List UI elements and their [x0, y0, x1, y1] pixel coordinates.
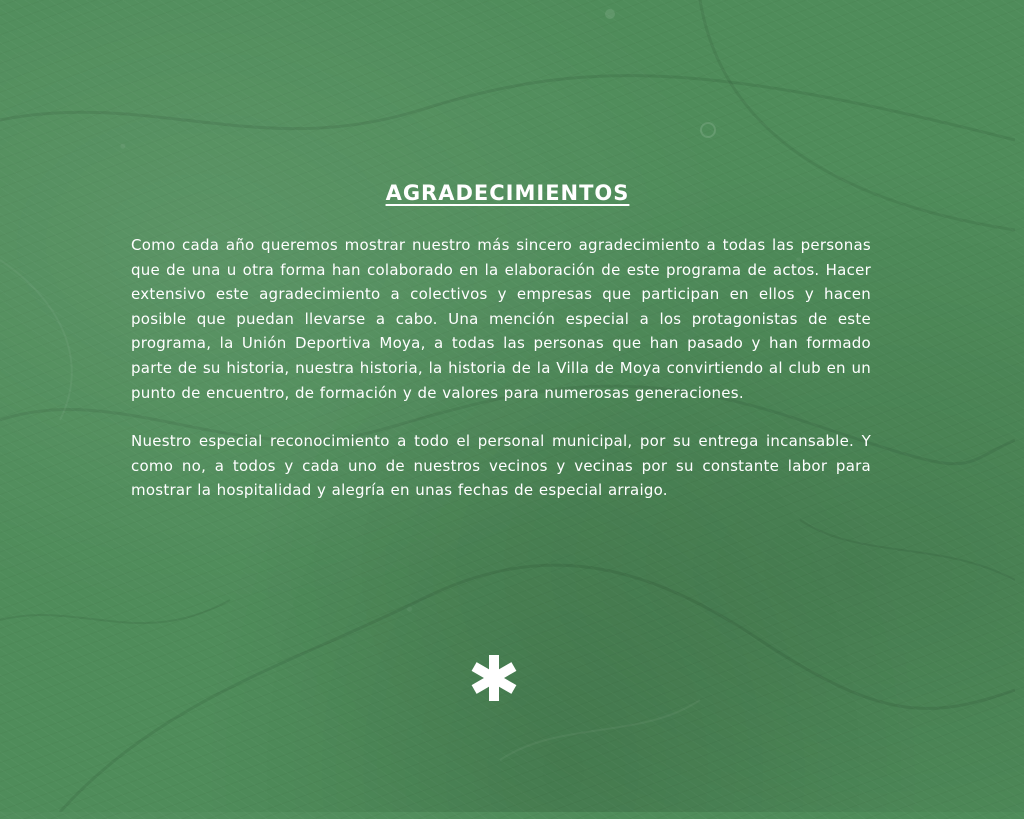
- paragraph-1: Como cada año queremos mostrar nuestro más sincero agradecimiento a todas las personas que de una u otra forma han colaborado en la elaboración de este programa de actos. Hacer extensivo este agradecimiento a colectivos y empresas que participan en ellos y hacen posible que puedan llevarse a cabo. Una mención especial a los protagonistas de este programa, la Unión Deportiva Moya, a todas las personas que han pasado y han formado parte de su historia, nuestra historia, la historia de la Villa de Moya convirtiendo al club en un punto de encuentro, de formación y de valores para numerosas generaciones.: [131, 236, 871, 402]
- asterisk-icon: [468, 652, 520, 704]
- page-title: [0, 178, 1015, 208]
- title-text: AGRADECIMIENTOS: [385, 181, 630, 205]
- body-text: [131, 233, 871, 503]
- paragraph-2: Nuestro especial reconocimiento a todo el personal municipal, por su entrega incansable. Y como no, a todos y cada uno de nuestros vecinos y vecinas por su constante labor para mostrar la hospitalidad y alegría en unas fechas de especial arraigo.: [131, 432, 871, 500]
